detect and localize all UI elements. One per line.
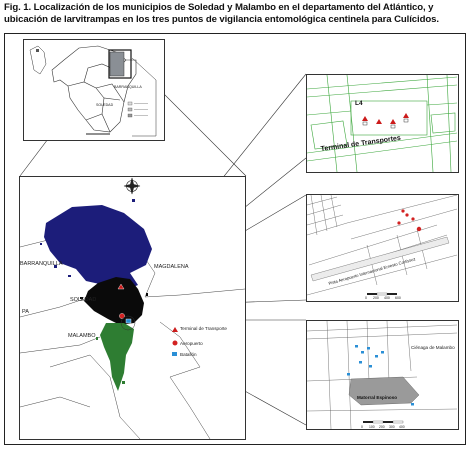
legend-terminal-label: Terminal de Transporte xyxy=(180,326,227,331)
detail-terminal-map xyxy=(307,75,458,172)
detail-airport-map xyxy=(307,195,458,301)
battalion-scale-3: 300 xyxy=(389,425,395,429)
inset-legend xyxy=(128,102,148,117)
inset-label-barranquilla: BARRANQUILLA xyxy=(114,85,142,89)
street-grid xyxy=(307,75,457,172)
label-magdalena: MAGDALENA xyxy=(154,264,189,270)
barranquilla-urban-area xyxy=(40,199,152,297)
battalion-scale-0: 0 xyxy=(361,425,363,429)
caption-line-1: Fig. 1. Localización de los municipios de Soledad y Malambo en el departamento del Atlántico, y xyxy=(4,2,434,13)
battalion-marker xyxy=(126,319,131,323)
legend-airport-icon xyxy=(173,341,178,346)
airport-scale-1: 200 xyxy=(373,296,379,300)
detail-battalion-map xyxy=(307,321,458,429)
battalion-scale xyxy=(361,421,405,429)
battalion-scale-2: 200 xyxy=(379,425,385,429)
label-pa: PA xyxy=(22,309,29,315)
battalion-scale-1: 100 xyxy=(369,425,375,429)
caption-line-2: ubicación de larvitrampas en los tres puntos de vigilancia entomológica centinela para Culícidos. xyxy=(4,14,439,25)
main-map xyxy=(20,177,245,439)
label-l4: L4 xyxy=(355,100,363,107)
airport-marker xyxy=(119,313,124,318)
detail-terminal-panel xyxy=(306,74,459,173)
colombia-mini-map xyxy=(30,46,46,74)
label-malambo: MALAMBO xyxy=(68,333,96,339)
legend-terminal-icon xyxy=(172,327,178,332)
airport-scale-2: 400 xyxy=(384,296,390,300)
label-barranquilla: BARRANQUILLA xyxy=(20,261,63,267)
battalion-blocks xyxy=(307,321,457,429)
legend-battalion-label: Batallón xyxy=(180,352,197,357)
malambo-urban-area xyxy=(96,323,134,391)
detail-airport-panel xyxy=(306,194,459,302)
inset-map-panel xyxy=(23,39,165,141)
airport-scale-3: 600 xyxy=(395,296,401,300)
terminal-traps xyxy=(362,113,409,128)
runway xyxy=(311,237,449,281)
label-matorral: Matorral Espinoso xyxy=(357,395,398,400)
detail-battalion-panel xyxy=(306,320,459,430)
soledad-malambo-highlight xyxy=(110,52,124,76)
legend-airport-label: Aeropuerto xyxy=(180,341,203,346)
airport-scale xyxy=(365,293,401,300)
label-terminal-street: Terminal de Transportes xyxy=(320,134,402,153)
label-runway: Pista Aeropuerto Internacional Ernesto Cortissoz xyxy=(327,256,417,286)
inset-label-soledad: SOLEDAD xyxy=(96,103,114,107)
label-cienaga: Ciénaga de Malambo xyxy=(411,345,455,350)
label-soledad: SOLEDAD xyxy=(70,297,97,303)
battalion-scale-4: 400 xyxy=(399,425,405,429)
main-map-panel xyxy=(19,176,246,440)
airport-scale-0: 0 xyxy=(365,296,367,300)
matorral-area xyxy=(349,377,419,405)
main-map-legend xyxy=(172,326,227,357)
inset-map xyxy=(24,40,164,140)
legend-battalion-icon xyxy=(172,352,177,356)
compass-rose xyxy=(124,178,140,194)
